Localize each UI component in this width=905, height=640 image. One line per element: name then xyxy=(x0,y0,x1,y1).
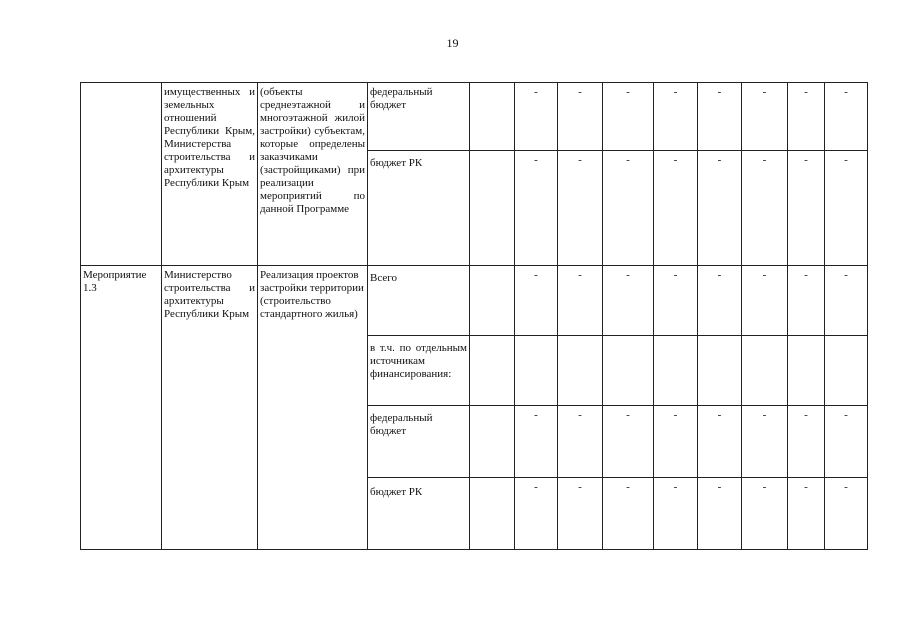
value-cell: - xyxy=(742,83,788,151)
source-cell: бюджет РК xyxy=(368,478,470,550)
empty-name-cell xyxy=(81,83,162,266)
value-cell: - xyxy=(825,406,868,478)
value-cell: - xyxy=(788,266,825,336)
value-cell xyxy=(742,336,788,406)
value-cell: - xyxy=(515,406,558,478)
description-cell: (объекты среднеэтажной и многоэтажной жилой застройки) субъектам, которые определены заказчиками (застройщиками) при реализации мероприятий по данной Программе xyxy=(258,83,368,266)
value-cell: - xyxy=(603,83,654,151)
empty-cell xyxy=(470,266,515,336)
value-cell: - xyxy=(515,83,558,151)
source-cell: бюджет РК xyxy=(368,151,470,266)
source-cell: в т.ч. по отдельным источникам финансирования: xyxy=(368,336,470,406)
value-cell xyxy=(558,336,603,406)
value-cell: - xyxy=(515,478,558,550)
value-cell: - xyxy=(603,266,654,336)
value-cell: - xyxy=(825,478,868,550)
empty-cell xyxy=(470,83,515,151)
value-cell: - xyxy=(788,478,825,550)
value-cell xyxy=(698,336,742,406)
value-cell: - xyxy=(558,406,603,478)
value-cell: - xyxy=(558,478,603,550)
value-cell: - xyxy=(825,151,868,266)
value-cell: - xyxy=(698,406,742,478)
value-cell: - xyxy=(654,406,698,478)
budget-table xyxy=(80,82,868,550)
value-cell: - xyxy=(558,151,603,266)
value-cell: - xyxy=(558,266,603,336)
value-cell: - xyxy=(698,151,742,266)
empty-cell xyxy=(470,336,515,406)
value-cell: - xyxy=(603,478,654,550)
value-cell: - xyxy=(698,478,742,550)
description-cell: Реализация проектов застройки территории (строительство стандартного жилья) xyxy=(258,266,368,550)
value-cell: - xyxy=(742,406,788,478)
value-cell: - xyxy=(742,151,788,266)
page-number: 19 xyxy=(446,36,459,50)
value-cell xyxy=(515,336,558,406)
value-cell: - xyxy=(654,83,698,151)
source-cell: федеральный бюджет xyxy=(368,406,470,478)
source-cell: Всего xyxy=(368,266,470,336)
measure-name-cell: Мероприятие 1.3 xyxy=(81,266,162,550)
value-cell: - xyxy=(698,266,742,336)
empty-cell xyxy=(470,151,515,266)
value-cell: - xyxy=(825,83,868,151)
value-cell: - xyxy=(515,151,558,266)
value-cell: - xyxy=(558,83,603,151)
value-cell: - xyxy=(742,478,788,550)
responsible-cell: имущественных и земельных отношений Республики Крым, Министерства строительства и архитектуры Республики Крым xyxy=(162,83,258,266)
value-cell xyxy=(788,336,825,406)
value-cell: - xyxy=(654,151,698,266)
source-cell: федеральный бюджет xyxy=(368,83,470,151)
value-cell: - xyxy=(742,266,788,336)
value-cell: - xyxy=(603,151,654,266)
value-cell: - xyxy=(788,83,825,151)
value-cell: - xyxy=(515,266,558,336)
responsible-cell: Министерство строительства и архитектуры Республики Крым xyxy=(162,266,258,550)
value-cell: - xyxy=(788,151,825,266)
table-row xyxy=(81,83,868,151)
value-cell: - xyxy=(603,406,654,478)
value-cell: - xyxy=(788,406,825,478)
empty-cell xyxy=(470,406,515,478)
value-cell xyxy=(825,336,868,406)
value-cell: - xyxy=(825,266,868,336)
budget-table-body xyxy=(81,83,868,550)
value-cell: - xyxy=(654,266,698,336)
value-cell xyxy=(603,336,654,406)
value-cell xyxy=(654,336,698,406)
table-row xyxy=(81,266,868,336)
value-cell: - xyxy=(698,83,742,151)
empty-cell xyxy=(470,478,515,550)
value-cell: - xyxy=(654,478,698,550)
